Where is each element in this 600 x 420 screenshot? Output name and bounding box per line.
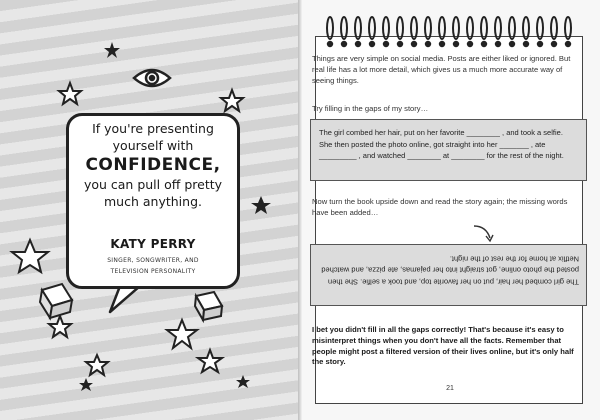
spiral-ring-icon (495, 17, 501, 46)
quote-line-1: If you're presenting (92, 121, 214, 136)
star-icon (59, 83, 81, 104)
upside-down-instruction: Now turn the book upside down and read the story again; the missing words have been added… (312, 197, 568, 217)
spiral-ring-icon (565, 17, 571, 46)
star-icon (236, 375, 250, 388)
quote (72, 120, 234, 210)
quote-line-2: yourself with (112, 138, 194, 153)
star-icon (79, 378, 93, 391)
quote-emphasis: CONFIDENCE, (85, 155, 221, 175)
spiral-ring-icon (467, 17, 473, 46)
author-role (82, 255, 224, 277)
story-prompt: Try filling in the gaps of my story… (312, 104, 429, 113)
spiral-ring-icon (439, 17, 445, 46)
spiral-ring-icon (453, 17, 459, 46)
spiral-ring-icon (383, 17, 389, 46)
star-icon (221, 90, 243, 111)
star-icon (251, 196, 271, 214)
upside-down-story-box (310, 244, 587, 306)
star-icon (198, 350, 222, 372)
spiral-ring-icon (481, 17, 487, 46)
spiral-binding (302, 0, 600, 60)
bubble-tail (110, 286, 140, 312)
spiral-ring-icon (537, 17, 543, 46)
spiral-ring-icon (327, 17, 333, 46)
spiral-ring-icon (551, 17, 557, 46)
spiral-ring-icon (411, 17, 417, 46)
author-role-line-1: SINGER, SONGWRITER, AND (107, 257, 199, 264)
cube-icon (40, 284, 72, 318)
eye-icon (134, 70, 170, 86)
quote-author: KATY PERRY (110, 237, 196, 251)
spiral-ring-icon (523, 17, 529, 46)
quote-line-4: much anything. (104, 194, 202, 209)
spiral-ring-icon (341, 17, 347, 46)
spiral-ring-icon (397, 17, 403, 46)
story-with-gaps: The girl combed her hair, put on her favorite ________ , and took a selfie. She then posted the photo online, got straight into her _______ , ate _________ , and watched ________ at ________ for the rest of the night. (319, 128, 564, 160)
curved-arrow-icon (470, 222, 500, 246)
quote-line-3: you can pull off pretty (83, 177, 223, 192)
story-box (310, 119, 587, 181)
star-icon (167, 320, 197, 348)
conclusion-paragraph: I bet you didn't fill in all the gaps correctly! That's because it's easy to misinterpret things when you don't have all the facts. Remember that people might post a filtered version of their lives online, but it's only half the story. (312, 325, 574, 367)
cube-icon (195, 292, 222, 320)
story-upside-down: The girl combed her hair, put on her favorite top, and took a selfie. She then posted the photo online, got straight into her pajamas, ate pizza, and watched Netflix at home for the rest of the night. (321, 254, 579, 287)
page-number: 21 (446, 385, 454, 392)
star-icon (104, 42, 120, 58)
spiral-ring-icon (369, 17, 375, 46)
star-icon (12, 240, 48, 272)
star-icon (86, 355, 108, 375)
spiral-ring-icon (425, 17, 431, 46)
spiral-ring-icon (509, 17, 515, 46)
star-icon (49, 316, 71, 337)
author-role-line-2: TELEVISION PERSONALITY (110, 268, 196, 275)
intro-paragraph: Things are very simple on social media. Posts are either liked or ignored. But real life has a lot more detail, which gives us a much more accurate way of seeing things. (312, 54, 571, 85)
spiral-ring-icon (355, 17, 361, 46)
